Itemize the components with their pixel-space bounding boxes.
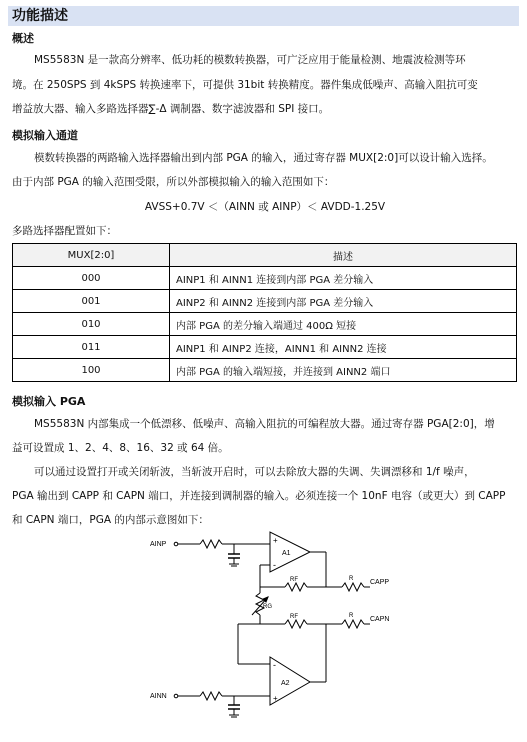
pga-p2-line-3: 和 CAPN 端口，PGA 的内部示意图如下： [12,514,209,526]
a2-plus-label: + [273,694,278,703]
mux-desc-cell: AINP1 和 AINP2 连接，AINN1 和 AINN2 连接 [170,336,517,359]
mux-config-table [12,243,517,382]
table-caption: 多路选择器配置如下： [12,225,117,237]
mux-desc-cell: AINP1 和 AINN1 连接到内部 PGA 差分输入 [170,267,517,290]
table-row [13,336,517,359]
ainn-pin-icon [174,694,178,698]
mux-desc-cell: 内部 PGA 的输入端短接，并连接到 AINN2 端口 [170,359,517,382]
overview-line-2: 境。在 250SPS 到 4kSPS 转换速率下，可提供 31bit 转换精度。器件集成低噪声、高输入阻抗可变 [12,79,478,91]
mux-code-cell: 011 [13,336,170,359]
analog-input-heading: 模拟输入通道 [12,129,78,142]
pga-schematic [150,527,400,737]
a2-minus-label: - [273,660,276,670]
mux-code-cell: 001 [13,290,170,313]
r-capn-resistor-icon [342,620,364,628]
table-header-row [13,244,517,267]
rf-bottom-resistor-icon [285,620,307,628]
pga-p2-line-1: 可以通过设置打开或关闭斩波，当斩波开启时，可以去除放大器的失调、失调漂移和 1/f 噪声， [34,466,475,478]
a1-minus-label: - [273,560,276,570]
table-row [13,313,517,336]
input-resistor-p-icon [200,540,222,548]
r-capn-label: R [349,613,354,619]
ainp-pin-icon [174,542,178,546]
r-capp-label: R [349,576,354,582]
a1-plus-label: + [273,536,278,545]
ainn-label: AINN [150,693,167,700]
mux-code-cell: 100 [13,359,170,382]
input-resistor-n-icon [200,692,222,700]
ainp-label: AINP [150,541,167,548]
table-row [13,359,517,382]
title-bar [8,6,519,26]
pga-p1-line-2: 益可设置成 1、2、4、8、16、32 或 64 倍。 [12,442,229,454]
analog-input-line-1: 模数转换器的两路输入选择器输出到内部 PGA 的输入，通过寄存器 MUX[2:0]可以设计输入选择。 [34,152,493,164]
pga-p1-line-1: MS5583N 内部集成一个低漂移、低噪声、高输入阻抗的可编程放大器。通过寄存器 PGA[2:0]，增 [34,418,495,430]
mux-code-cell: 010 [13,313,170,336]
capp-label: CAPP [370,579,390,586]
capn-label: CAPN [370,616,390,623]
table-row [13,290,517,313]
section-title: 功能描述 [12,8,68,24]
rf-top-resistor-icon [285,583,307,591]
pga-p2-line-2: PGA 输出到 CAPP 和 CAPN 端口，并连接到调制器的输入。必须连接一个 10nF 电容（或更大）到 CAPP [12,490,506,502]
overview-heading: 概述 [12,32,34,45]
mux-code-cell: 000 [13,267,170,290]
mux-desc-cell: 内部 PGA 的差分输入端通过 400Ω 短接 [170,313,517,336]
mux-desc-cell: AINP2 和 AINN2 连接到内部 PGA 差分输入 [170,290,517,313]
overview-line-3: 增益放大器、输入多路选择器∑-Δ 调制器、数字滤波器和 SPI 接口。 [12,103,330,115]
column-header-mux: MUX[2:0] [13,244,170,267]
rg-label: RG [263,604,272,610]
pga-heading: 模拟输入 PGA [12,395,86,408]
input-range-formula: AVSS+0.7V ＜（AINN 或 AINP）＜ AVDD-1.25V [144,201,386,213]
a1-label: A1 [282,550,291,557]
analog-input-line-2: 由于内部 PGA 的输入范围受限，所以外部模拟输入的输入范围如下： [12,176,335,188]
a2-label: A2 [281,680,290,687]
r-capp-resistor-icon [342,583,364,591]
rf-top-label: RF [290,577,298,583]
column-header-description: 描述 [170,244,517,267]
overview-line-1: MS5583N 是一款高分辨率、低功耗的模数转换器，可广泛应用于能量检测、地震波检测等环 [34,54,466,66]
rf-bottom-label: RF [290,614,298,620]
table-row [13,267,517,290]
